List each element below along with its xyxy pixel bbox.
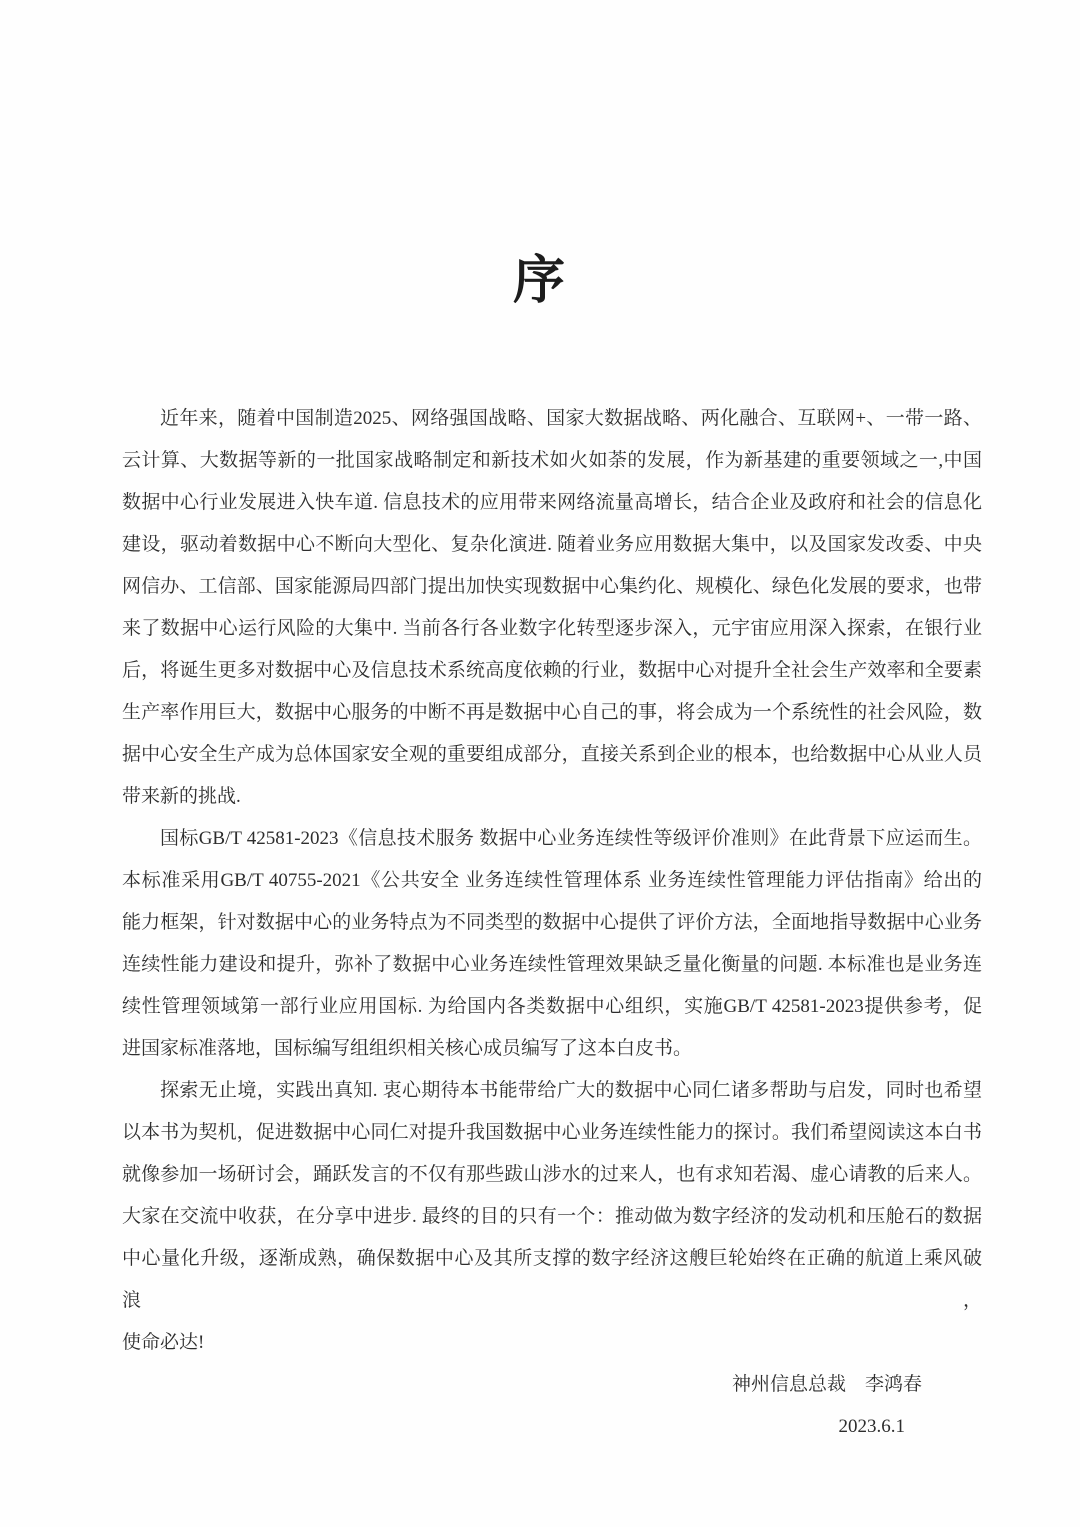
text-line: 进国家标准落地，国标编写组组织相关核心成员编写了这本白皮书。: [122, 1038, 693, 1059]
page-title: 序: [512, 253, 567, 310]
text-line: 建设，驱动着数据中心不断向大型化、复杂化演进. 随着业务应用数据大集中，以及国家发改委、中央: [122, 534, 982, 555]
paragraph-3: [122, 1070, 982, 1364]
text-line: 网信办、工信部、国家能源局四部门提出加快实现数据中心集约化、规模化、绿色化发展的要求，也带: [122, 576, 982, 597]
paragraph-2: [122, 818, 982, 1070]
paragraph-1: [122, 398, 982, 818]
text-line: 后，将诞生更多对数据中心及信息技术系统高度依赖的行业，数据中心对提升全社会生产效率和全要素: [122, 660, 982, 681]
text-line: 使命必达!: [122, 1332, 205, 1353]
text-line: 续性管理领域第一部行业应用国标. 为给国内各类数据中心组织，实施GB/T 42581-2023提供参考，促: [122, 996, 982, 1017]
text-line: 来了数据中心运行风险的大集中. 当前各行各业数字化转型逐步深入，元宇宙应用深入探索，在银行业: [122, 618, 982, 639]
text-line: 生产率作用巨大，数据中心服务的中断不再是数据中心自己的事，将会成为一个系统性的社会风险，数: [122, 702, 982, 723]
text-line: 据中心安全生产成为总体国家安全观的重要组成部分，直接关系到企业的根本，也给数据中心从业人员: [122, 744, 982, 765]
text-line: 就像参加一场研讨会，踊跃发言的不仅有那些跋山涉水的过来人，也有求知若渴、虚心请教的后来人。: [122, 1164, 982, 1185]
text-line: 以本书为契机，促进数据中心同仁对提升我国数据中心业务连续性能力的探讨。我们希望阅读这本白书: [122, 1122, 982, 1143]
signature-line: 神州信息总裁 李鸿春: [731, 1374, 922, 1395]
text-line: 中心量化升级，逐渐成熟，确保数据中心及其所支撑的数字经济这艘巨轮始终在正确的航道上乘风破浪，: [122, 1248, 982, 1311]
text-line: 大家在交流中收获，在分享中进步. 最终的目的只有一个：推动做为数字经济的发动机和压舱石的数据: [122, 1206, 982, 1227]
text-line: 数据中心行业发展进入快车道. 信息技术的应用带来网络流量高增长，结合企业及政府和社会的信息化: [122, 492, 982, 513]
text-line: 近年来，随着中国制造2025、网络强国战略、国家大数据战略、两化融合、互联网+、一带一路、: [160, 408, 982, 429]
document-body: [122, 398, 982, 1448]
text-line: 国标GB/T 42581-2023《信息技术服务 数据中心业务连续性等级评价准则》在此背景下应运而生。: [160, 828, 982, 849]
text-line: 带来新的挑战.: [122, 786, 241, 807]
text-line: 云计算、大数据等新的一批国家战略制定和新技术如火如荼的发展，作为新基建的重要领域之一,中国: [122, 450, 982, 471]
text-line: 能力框架，针对数据中心的业务特点为不同类型的数据中心提供了评价方法，全面地指导数据中心业务: [122, 912, 982, 933]
text-line: 连续性能力建设和提升，弥补了数据中心业务连续性管理效果缺乏量化衡量的问题. 本标准也是业务连: [122, 954, 982, 975]
text-line: 本标准采用GB/T 40755-2021《公共安全 业务连续性管理体系 业务连续性管理能力评估指南》给出的: [122, 870, 982, 891]
date-line: 2023.6.1: [838, 1416, 905, 1437]
text-line: 探索无止境，实践出真知. 衷心期待本书能带给广大的数据中心同仁诸多帮助与启发，同时也希望: [160, 1080, 982, 1101]
